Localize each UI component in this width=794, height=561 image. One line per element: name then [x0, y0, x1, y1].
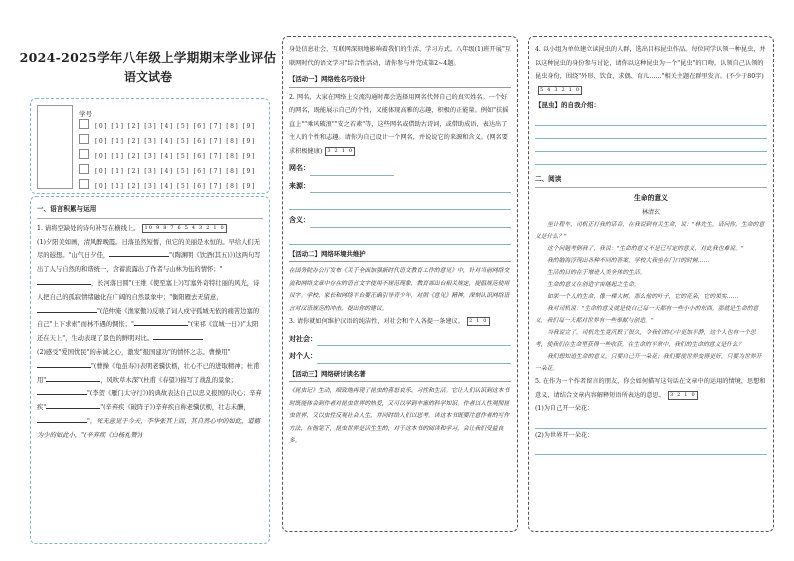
essay-author: 林清玄	[641, 208, 660, 216]
source-label: 来源：	[289, 181, 310, 190]
answer-blank[interactable]	[37, 305, 97, 313]
q5-part1-label: (1)为自己开一朵花：	[535, 405, 594, 412]
essay-paragraph: 这个问题考倒我了，我说："生命的意义不是已写定的意义，对此我也难说。"	[547, 246, 744, 252]
net-name-input[interactable]	[310, 164, 394, 176]
id-bubble-row[interactable]: [0] [1] [2] [3] [4] [5] [6] [7] [8] [9]	[95, 138, 256, 145]
answer-blank[interactable]	[37, 277, 91, 285]
answer-blank[interactable]	[37, 387, 87, 395]
personal-input[interactable]	[317, 352, 511, 364]
answer-line[interactable]	[535, 416, 767, 429]
essay-paragraph: 坐计程车，司机正打我的话音，在我说到有关生命，说："林先生，请问你，生命的意义是什么？"	[535, 222, 765, 240]
net-name-label: 网名：	[289, 164, 310, 172]
essay-paragraph: 我对司机说："生命的意义就是使自己每一天都有一些小小的东西，那就是生命的意义，我们每一天都对世界有一些奉献与创造。"	[535, 306, 759, 324]
insect-intro-label: 【昆虫】的自我介绍：	[535, 101, 600, 109]
source-input[interactable]	[310, 181, 511, 193]
q5-part2-label: (2)为世界开一朵花：	[535, 431, 594, 439]
personal-row	[289, 350, 511, 364]
essay-paragraph: 生活的目的在于增进人类全体的生活。	[547, 270, 646, 276]
meaning-row	[289, 214, 511, 228]
essay-paragraph: 如果一个人的生命，像一棵大树，那么他的叶子，它的花朵，它的果实……	[547, 294, 739, 300]
answer-blank[interactable]	[109, 249, 169, 257]
right-column	[528, 36, 774, 532]
essay-title: 生命的意义	[634, 194, 668, 202]
question-5: 5. 在作为一个作者留言的朋友，你会如何描写这句话在文章中的运用的情境，思想和意义，请结合文章内容解释短语所表达的意思。 3 2 1 0	[535, 378, 766, 399]
answer-line[interactable]	[535, 139, 767, 152]
section-heading: 一、语言积累与运用	[37, 203, 263, 219]
answer-line[interactable]	[535, 126, 767, 139]
question-4: 4. 以小组为单位建立读昆虫的人群，选出目标昆虫作品。每位同学认领一种昆虫，并以这种昆虫的身份参与讨论，请你以这种昆虫为一个"昆虫"的口吻，认领自己认领的昆虫身份，围绕"外形、饮食、求偶、育儿……"相关主题在群里发言。(不少于80字)5 4 3 2 1 0	[535, 46, 766, 93]
personal-label: 对个人：	[289, 352, 317, 360]
answer-blank[interactable]	[134, 318, 188, 326]
source-row	[289, 180, 511, 194]
exam-title: 2024-2025学年八年级上学期期末学业评估	[19, 50, 277, 65]
id-square[interactable]	[79, 179, 89, 189]
society-label: 对社会：	[289, 334, 317, 343]
id-bubble-row[interactable]: [0] [1] [2] [3] [4] [5] [6] [7] [8] [9]	[95, 183, 256, 190]
id-square[interactable]	[79, 149, 89, 159]
net-name-row	[289, 162, 511, 176]
question-3: 3. 请你就如何维护汉语的纯洁性，对社会和个人各提一条建议。 2 1 0	[289, 318, 488, 325]
student-id-box	[30, 98, 270, 194]
essay-paragraph: 我的脑海浮现出各种不同的答案，学校大我坐在门口的时候……	[547, 258, 710, 264]
section-two-heading: 二、阅读	[535, 173, 767, 189]
answer-blank[interactable]	[46, 401, 100, 409]
answer-blank[interactable]	[37, 415, 87, 423]
activity-two-text: 在国务院办公厅发布《关于全面加强新时代语文教育工作的意见》中，针对当前网络交流和网络文章中存在的语言文字使用不规范现象，教育部出台相关规定，提倡规范使用汉字。学校、家长和网络平台要正确引导青少年，对照《意见》精神，深刻认识网络语言对汉语规范的冲击，提出你的建议。	[289, 268, 510, 312]
society-input[interactable]	[317, 334, 511, 346]
meaning-label: 含义：	[289, 216, 310, 224]
id-bubble-row[interactable]: [0] [1] [2] [3] [4] [5] [6] [7] [8] [9]	[95, 168, 256, 175]
id-square[interactable]	[79, 134, 89, 144]
id-bubble-grid[interactable]	[95, 119, 256, 194]
answer-blank[interactable]	[153, 332, 203, 340]
society-row	[289, 333, 511, 347]
score-box: 2 1 0	[468, 318, 488, 324]
answer-blank[interactable]	[46, 374, 100, 382]
essay-body	[535, 219, 767, 375]
answer-blank[interactable]	[37, 360, 91, 368]
answer-line[interactable]	[289, 232, 511, 245]
activity-three-heading: 【活动三】网络研讨读名著	[289, 368, 511, 383]
answer-line[interactable]	[289, 197, 511, 210]
essay-paragraph: 生命的意义在创造宇宙继起之生命。	[547, 282, 640, 288]
answer-line[interactable]	[535, 442, 767, 455]
activity-intro: 身处信息社会，互联网深刻地影响着我们的生活、学习方式。八年级(1)班开展"互联网时代的语文学习"综合性活动，请你参与并完成第2~4题。	[289, 46, 511, 67]
section-one-box	[30, 196, 270, 544]
essay-paragraph: 当我说完了，司机先生竟沉默了很久，令我们的心中更加平静，这个人也有一个思考，使我们在生命里获得一些收获，在生命的平常中，我们的生命的意义是什么？	[535, 330, 756, 348]
question-2: 2. 网名，大家在网络上交流沟通时都会选择用网名代替自己的真实姓名。一个好的网名，既能展示自己的个性，又能体现高雅的志趣，积极的正能量。例如"扶摇直上""乘风破浪""安之若素"等，这些网名或借助古诗词，或借助成语，表达出了主人的个性和志趣。请你为自己设计一个网名，并说说它的来源和含义。(网名要求积极健康) 3 2 1 0	[289, 93, 509, 155]
activity-three-text: 《昆虫记》生动，细致地再现了昆虫的喜怒哀乐、习性和生活。它让人们认识到这本书时既能体会到作者对昆虫世界的热爱，又可以学到丰富的科学知识。作者以人性观照昆虫世界，又以虫性反观社会人生，并同时给人们以思考。读这本书既要注意作者的写作方法，在他笔下，昆虫世界是活生生的，对于这本书的阅读和学习，会让我们受益良多。	[289, 388, 510, 444]
question-1: 1. 请将空缺处的诗句补写在横线上。 10 9 8 7 6 5 4 3 2 1 0	[37, 224, 225, 232]
id-squares	[79, 119, 89, 194]
answer-line[interactable]	[535, 113, 767, 126]
middle-column	[282, 36, 518, 532]
name-cell[interactable]	[37, 105, 73, 189]
activity-one-heading: 【活动一】网络姓名巧设计	[289, 73, 511, 88]
score-box: 3 2 1 0	[327, 147, 354, 154]
meaning-input[interactable]	[310, 216, 511, 228]
id-bubble-row[interactable]: [0] [1] [2] [3] [4] [5] [6] [7] [8] [9]	[95, 123, 256, 130]
q1-part1: (1)夕阳美如画，清风醉晚霞。日落虽然短暂，但它的美丽是永恒的。早给人们无尽的遐想。"山气日夕佳， "(陶渊明《饮酒(其五)》)这两句写出了人与自然的和谐统一，含蓄流露出了作者与山林为伍的情怀；"，长河落日圆"(王维《使至塞上》)写塞外奇特壮丽的风光，诗人把自己的孤寂情绪融化在广阔的自然景象中；"衡阳雁去无留意，"(范仲淹《渔家傲》)反映了词人戍守孤城无依的痛苦边塞的自己"上下求索"而林不遇的惆怅；" "(宋祁《宣城一日》)"太阳还在天上"，生动表现了景色的鲜明对比。	[37, 238, 261, 343]
student-id-label: 学号	[79, 110, 92, 118]
activity-two-heading: 【活动二】网络环境共维护	[289, 248, 511, 263]
score-box: 5 4 3 2 1 0	[540, 86, 581, 93]
id-bubble-row[interactable]: [0] [1] [2] [3] [4] [5] [6] [7] [8] [9]	[95, 153, 256, 160]
id-square[interactable]	[79, 164, 89, 174]
score-box: 3 2 1 0	[669, 391, 696, 398]
score-box: 10 9 8 7 6 5 4 3 2 1 0	[144, 224, 225, 231]
id-square[interactable]	[79, 119, 89, 129]
exam-subtitle: 语文试卷	[123, 70, 172, 84]
essay-paragraph: 我们想知道生命的意义，只要自己开一朵花；我们要使世界变得更好，只要为世界开一朵花。	[535, 354, 762, 372]
answer-line[interactable]	[535, 152, 767, 165]
q1-part2: (2)感受"爱国忧民"的赤诚之心，激发"报国建功"的情怀之志。曹操用""(曹操《龟虽寿》)表明老骥伏枥，壮心不已的进取精神；杜甫用" ，风吹草木深"(杜甫《春望》)描写了战乱的景象；"(李贺《雁门太守行》)的典故表达自己以忠义报国的决心；辛弃疾" "(辛弃疾《破阵子》)辛弃疾自称老骥伏枥，壮志未酬，"，死无意见于今天，李华张其上而，其自然心中的如此，道德为少的如此小，"(辛弃疾《白杨礼赞》)	[37, 348, 262, 439]
